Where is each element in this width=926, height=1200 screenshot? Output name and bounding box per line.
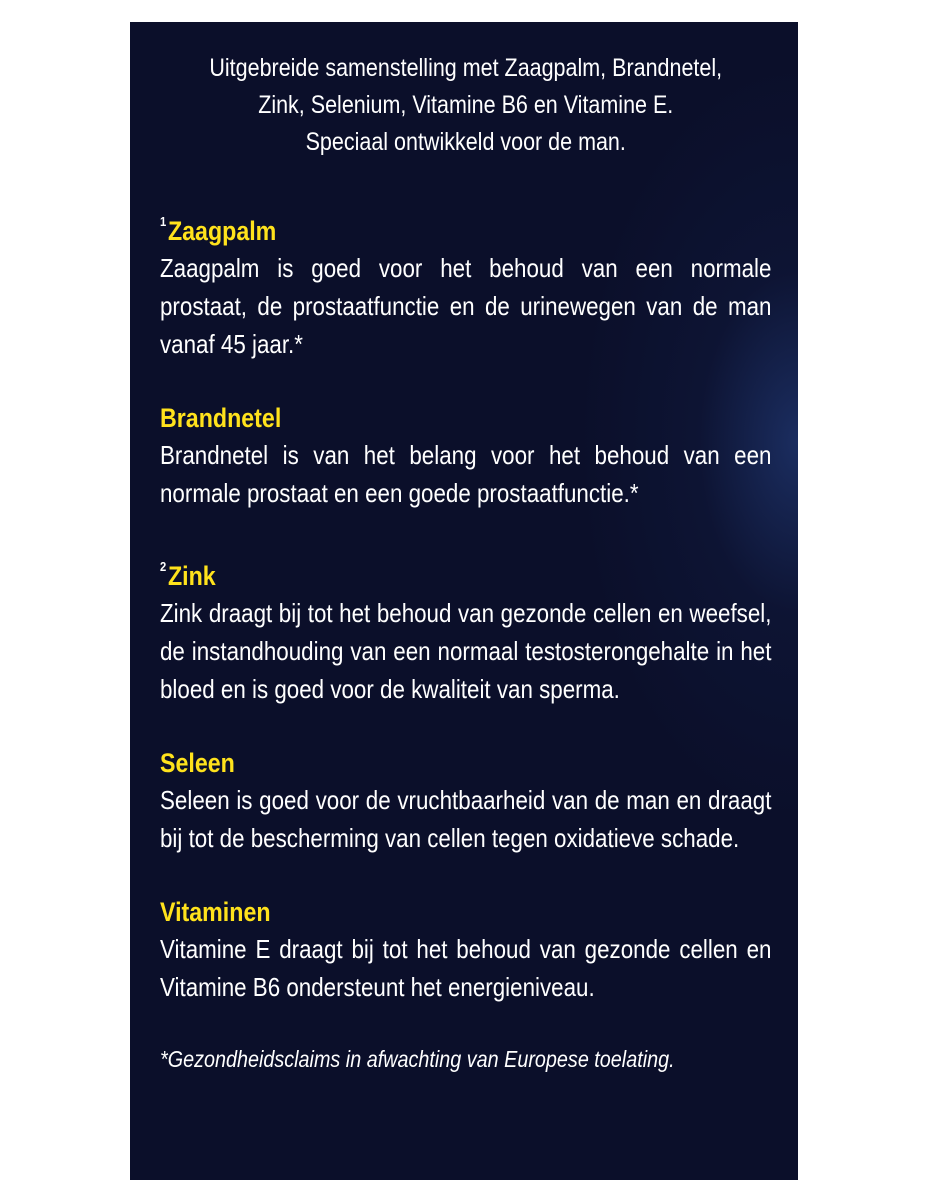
section-vitaminen — [160, 894, 772, 1006]
section-heading — [160, 400, 771, 436]
section-body: Vitamine E draagt bij tot het behoud van gezonde cellen en Vitamine B6 ondersteunt het energieniveau. — [160, 934, 772, 1002]
intro-line-2: Zink, Selenium, Vitamine B6 en Vitamine E. — [258, 91, 674, 119]
section-title: Zink — [167, 561, 216, 591]
section-heading — [160, 549, 771, 594]
section-zink — [160, 549, 772, 708]
section-title: Brandnetel — [160, 403, 282, 433]
section-zaagpalm — [160, 204, 772, 363]
footnote-marker: 2 — [160, 559, 167, 574]
intro-line-3: Speciaal ontwikkeld voor de man. — [305, 128, 626, 156]
section-heading — [160, 894, 771, 930]
section-title: Zaagpalm — [167, 216, 277, 246]
section-heading — [160, 204, 771, 249]
intro-line-1: Uitgebreide samenstelling met Zaagpalm, Brandnetel, — [209, 54, 723, 82]
footnote-marker: 1 — [160, 214, 167, 229]
section-title: Vitaminen — [160, 897, 271, 927]
section-brandnetel — [160, 400, 772, 512]
health-claims-footnote: *Gezondheidsclaims in afwachting van Europese toelating. — [160, 1046, 675, 1072]
intro-text — [160, 50, 771, 161]
section-body: Brandnetel is van het belang voor het behoud van een normale prostaat en een goede prostaatfunctie.* — [160, 440, 772, 508]
section-body: Seleen is goed voor de vruchtbaarheid van de man en draagt bij tot de bescherming van cellen tegen oxidatieve schade. — [160, 785, 772, 853]
section-seleen — [160, 745, 772, 857]
section-title: Seleen — [160, 748, 235, 778]
section-heading — [160, 745, 771, 781]
section-body: Zink draagt bij tot het behoud van gezonde cellen en weefsel, de instandhouding van een normaal testosterongehalte in het bloed en is goed voor de kwaliteit van sperma. — [160, 598, 772, 704]
product-info-panel — [130, 22, 798, 1180]
section-body: Zaagpalm is goed voor het behoud van een normale prostaat, de prostaatfunctie en de urinewegen van de man vanaf 45 jaar.* — [160, 253, 772, 359]
